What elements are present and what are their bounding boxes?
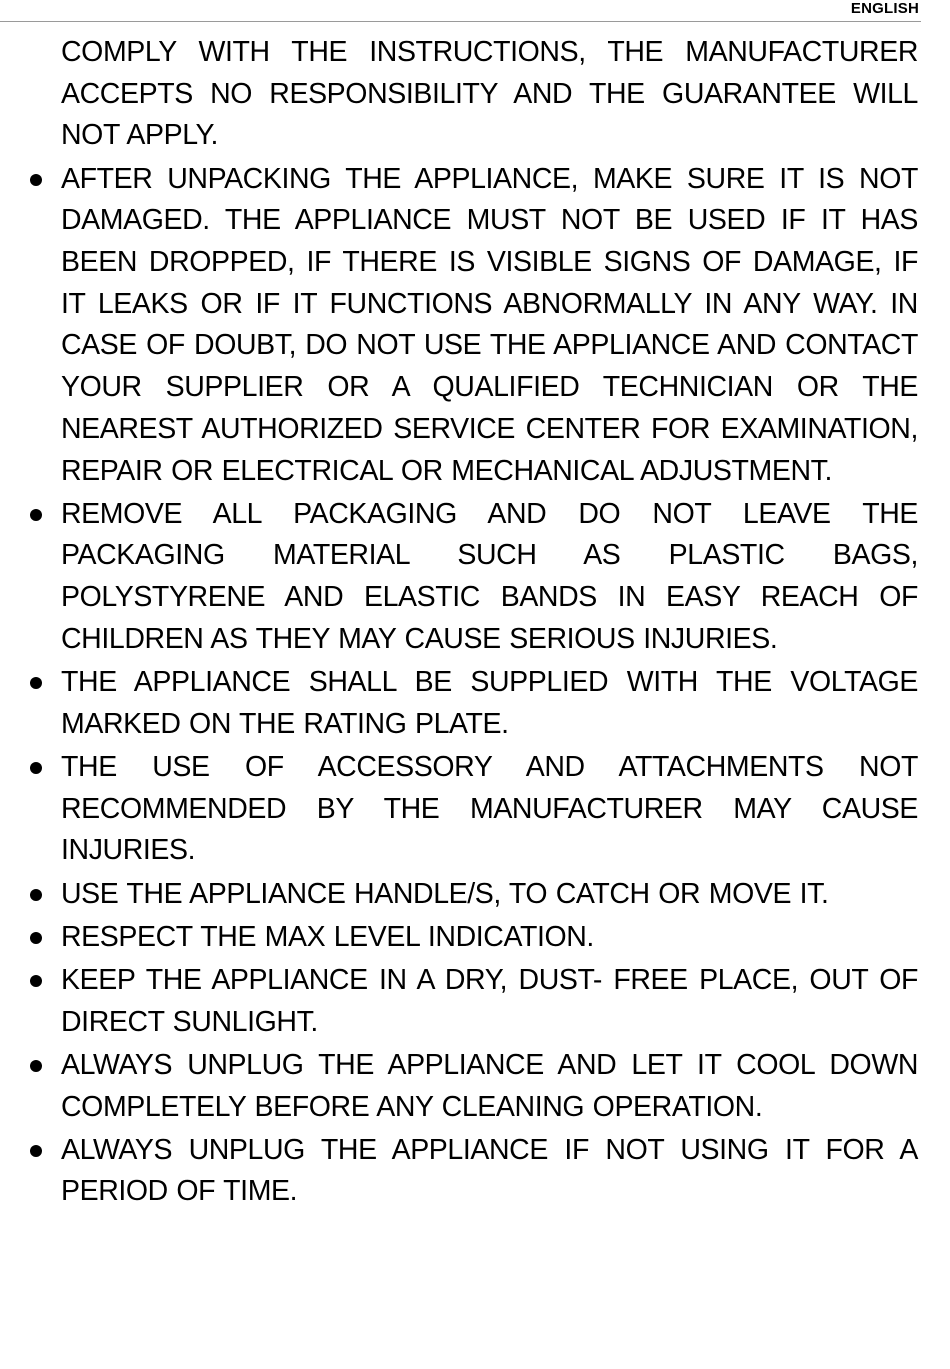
list-item-text: REMOVE ALL PACKAGING AND DO NOT LEAVE THE PACKAGING MATERIAL SUCH AS PLASTIC BAGS, POLYSTYRENE AND ELASTIC BANDS IN EASY REACH OF CHILDREN AS THEY MAY CAUSE SERIOUS INJURIES. [61,497,918,655]
page-header [0,0,921,22]
list-item-text: RESPECT THE MAX LEVEL INDICATION. [61,920,594,953]
language-label: ENGLISH [850,0,919,17]
list-item [61,494,918,661]
list-item [61,1130,918,1213]
bullet-icon [30,975,42,987]
list-item [61,960,918,1043]
list-item-text: KEEP THE APPLIANCE IN A DRY, DUST- FREE PLACE, OUT OF DIRECT SUNLIGHT. [61,963,918,1038]
list-item [61,159,918,493]
list-item-text: THE APPLIANCE SHALL BE SUPPLIED WITH THE VOLTAGE MARKED ON THE RATING PLATE. [61,666,918,740]
bullet-icon [30,1060,42,1072]
bullet-icon [30,174,42,186]
bullet-icon [30,677,42,689]
list-item [61,917,918,959]
bullet-icon [30,889,42,901]
list-item-text: THE USE OF ACCESSORY AND ATTACHMENTS NOT RECOMMENDED BY THE MANUFACTURER MAY CAUSE INJURIES. [61,750,918,867]
list-item [61,747,918,872]
list-item-text: USE THE APPLIANCE HANDLE/S, TO CATCH OR MOVE IT. [61,877,829,910]
list-item [61,662,918,745]
bullet-icon [30,509,42,521]
bullet-icon [30,762,42,774]
list-item [61,1045,918,1128]
safety-instructions [0,32,921,1215]
continued-paragraph: COMPLY WITH THE INSTRUCTIONS, THE MANUFACTURER ACCEPTS NO RESPONSIBILITY AND THE GUARANTEE WILL NOT APPLY. [61,36,918,152]
list-item [61,874,918,916]
list-item-text: AFTER UNPACKING THE APPLIANCE, MAKE SURE IT IS NOT DAMAGED. THE APPLIANCE MUST NOT BE USED IF IT HAS BEEN DROPPED, IF THERE IS VISIBLE SIGNS OF DAMAGE, IF IT LEAKS OR IF IT FUNCTIONS ABNORMALLY IN ANY WAY. IN CASE OF DOUBT, DO NOT USE THE APPLIANCE AND CONTACT YOUR SUPPLIER OR A QUALIFIED TECHNICIAN OR THE NEAREST AUTHORIZED SERVICE CENTER FOR EXAMINATION, REPAIR OR ELECTRICAL OR MECHANICAL ADJUSTMENT. [61,162,918,487]
bullet-icon [30,932,42,944]
bullet-icon [30,1145,42,1157]
list-item-text: ALWAYS UNPLUG THE APPLIANCE AND LET IT COOL DOWN COMPLETELY BEFORE ANY CLEANING OPERATION. [61,1048,918,1123]
list-item-text: ALWAYS UNPLUG THE APPLIANCE IF NOT USING IT FOR A PERIOD OF TIME. [61,1133,918,1208]
